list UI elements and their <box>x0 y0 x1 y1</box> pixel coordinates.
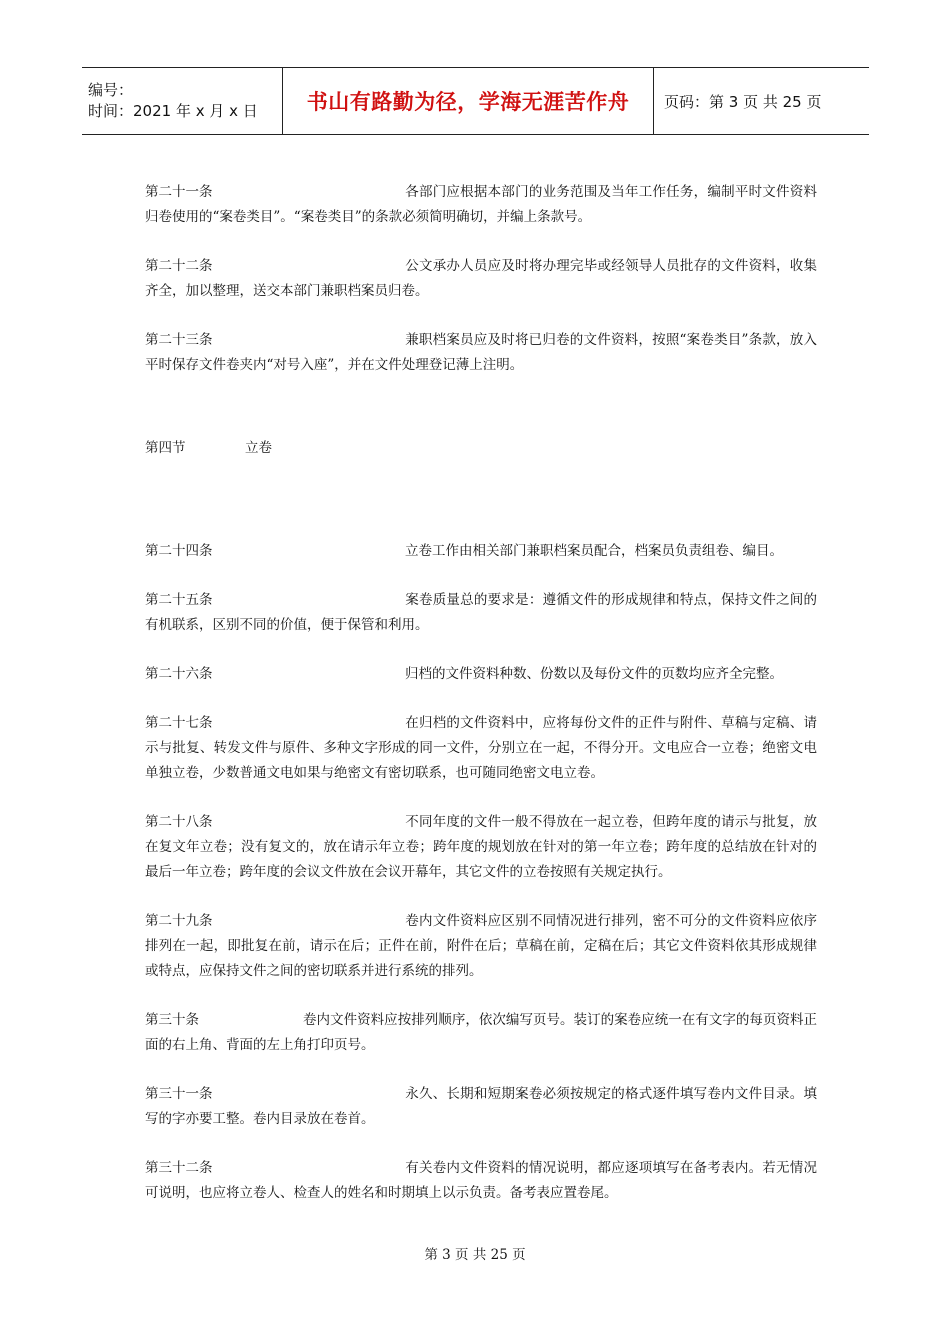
section-heading <box>145 436 817 461</box>
article-label: 第二十四条 <box>145 543 213 559</box>
header-page-cell <box>654 68 869 134</box>
article <box>145 1156 817 1206</box>
articles-group-a <box>145 180 817 378</box>
article-text: 在归档的文件资料中，应将每份文件的正件与附件、草稿与定稿、请示与批复、转发文件与原件、多种文字形成的同一文件，分别立在一起，不得分开。文电应合一立卷；绝密文电单独立卷，少数普通文电如果与绝密文有密切联系，也可随同绝密文电立卷。 <box>145 715 817 781</box>
article-text: 各部门应根据本部门的业务范围及当年工作任务，编制平时文件资料归卷使用的“案卷类目”。“案卷类目”的条款必须简明确切，并编上条款号。 <box>145 184 817 225</box>
page-footer <box>0 1243 950 1263</box>
article-label: 第二十三条 <box>145 332 213 348</box>
article-text: 卷内文件资料应区别不同情况进行排列，密不可分的文件资料应依序排列在一起，即批复在前，请示在后；正件在前，附件在后；草稿在前，定稿在后；其它文件资料依其形成规律或特点，应保持文件之间的密切联系并进行系统的排列。 <box>145 913 817 979</box>
article <box>145 328 817 378</box>
article <box>145 539 817 564</box>
article-label: 第二十六条 <box>145 666 213 682</box>
section-label: 第四节 <box>145 440 186 456</box>
article-text: 公文承办人员应及时将办理完毕或经领导人员批存的文件资料，收集齐全，加以整理，送交本部门兼职档案员归卷。 <box>145 258 817 299</box>
document-number-label: 编号： <box>88 81 134 99</box>
document-body <box>145 180 817 1230</box>
article-text: 立卷工作由相关部门兼职档案员配合，档案员负责组卷、编目。 <box>405 543 783 559</box>
article-label: 第二十八条 <box>145 814 213 830</box>
article <box>145 180 817 230</box>
article-text: 不同年度的文件一般不得放在一起立卷，但跨年度的请示与批复，放在复文年立卷；没有复文的，放在请示年立卷；跨年度的规划放在针对的第一年立卷；跨年度的总结放在针对的最后一年立卷；跨年度的会议文件放在会议开幕年，其它文件的立卷按照有关规定执行。 <box>145 814 817 880</box>
page-header <box>82 67 869 135</box>
article-label: 第二十七条 <box>145 715 213 731</box>
article-label: 第三十条 <box>145 1012 199 1028</box>
article-label: 第二十九条 <box>145 913 213 929</box>
article-text: 兼职档案员应及时将已归卷的文件资料，按照“案卷类目”条款，放入平时保存文件卷夹内“对号入座”，并在文件处理登记薄上注明。 <box>145 332 817 373</box>
article <box>145 1082 817 1132</box>
header-motto-cell <box>282 68 654 134</box>
article-text: 卷内文件资料应按排列顺序，依次编写页号。装订的案卷应统一在有文字的每页资料正面的右上角、背面的左上角打印页号。 <box>145 1012 817 1053</box>
article-label: 第二十五条 <box>145 592 213 608</box>
section-title: 立卷 <box>245 440 272 456</box>
article <box>145 810 817 885</box>
article-label: 第三十二条 <box>145 1160 213 1176</box>
footer-page-number: 第 3 页 共 25 页 <box>424 1247 526 1263</box>
article-text: 有关卷内文件资料的情况说明，都应逐项填写在备考表内。若无情况可说明，也应将立卷人、检查人的姓名和时期填上以示负责。备考表应置卷尾。 <box>145 1160 817 1201</box>
article <box>145 662 817 687</box>
article-text: 归档的文件资料种数、份数以及每份文件的页数均应齐全完整。 <box>405 666 783 682</box>
article <box>145 588 817 638</box>
article <box>145 711 817 786</box>
article-text: 案卷质量总的要求是：遵循文件的形成规律和特点，保持文件之间的有机联系，区别不同的价值，便于保管和利用。 <box>145 592 817 633</box>
article-label: 第三十一条 <box>145 1086 213 1102</box>
header-meta <box>82 68 282 134</box>
article-label: 第二十一条 <box>145 184 213 200</box>
articles-group-b <box>145 539 817 1206</box>
article-text: 永久、长期和短期案卷必须按规定的格式逐件填写卷内文件目录。填写的字亦要工整。卷内目录放在卷首。 <box>145 1086 817 1127</box>
article <box>145 909 817 984</box>
article <box>145 1008 817 1058</box>
article <box>145 254 817 304</box>
header-page-info: 页码：第 3 页 共 25 页 <box>664 92 822 111</box>
article-label: 第二十二条 <box>145 258 213 274</box>
header-motto: 书山有路勤为径，学海无涯苦作舟 <box>306 90 630 114</box>
document-date: 时间：2021 年 x 月 x 日 <box>88 102 258 120</box>
